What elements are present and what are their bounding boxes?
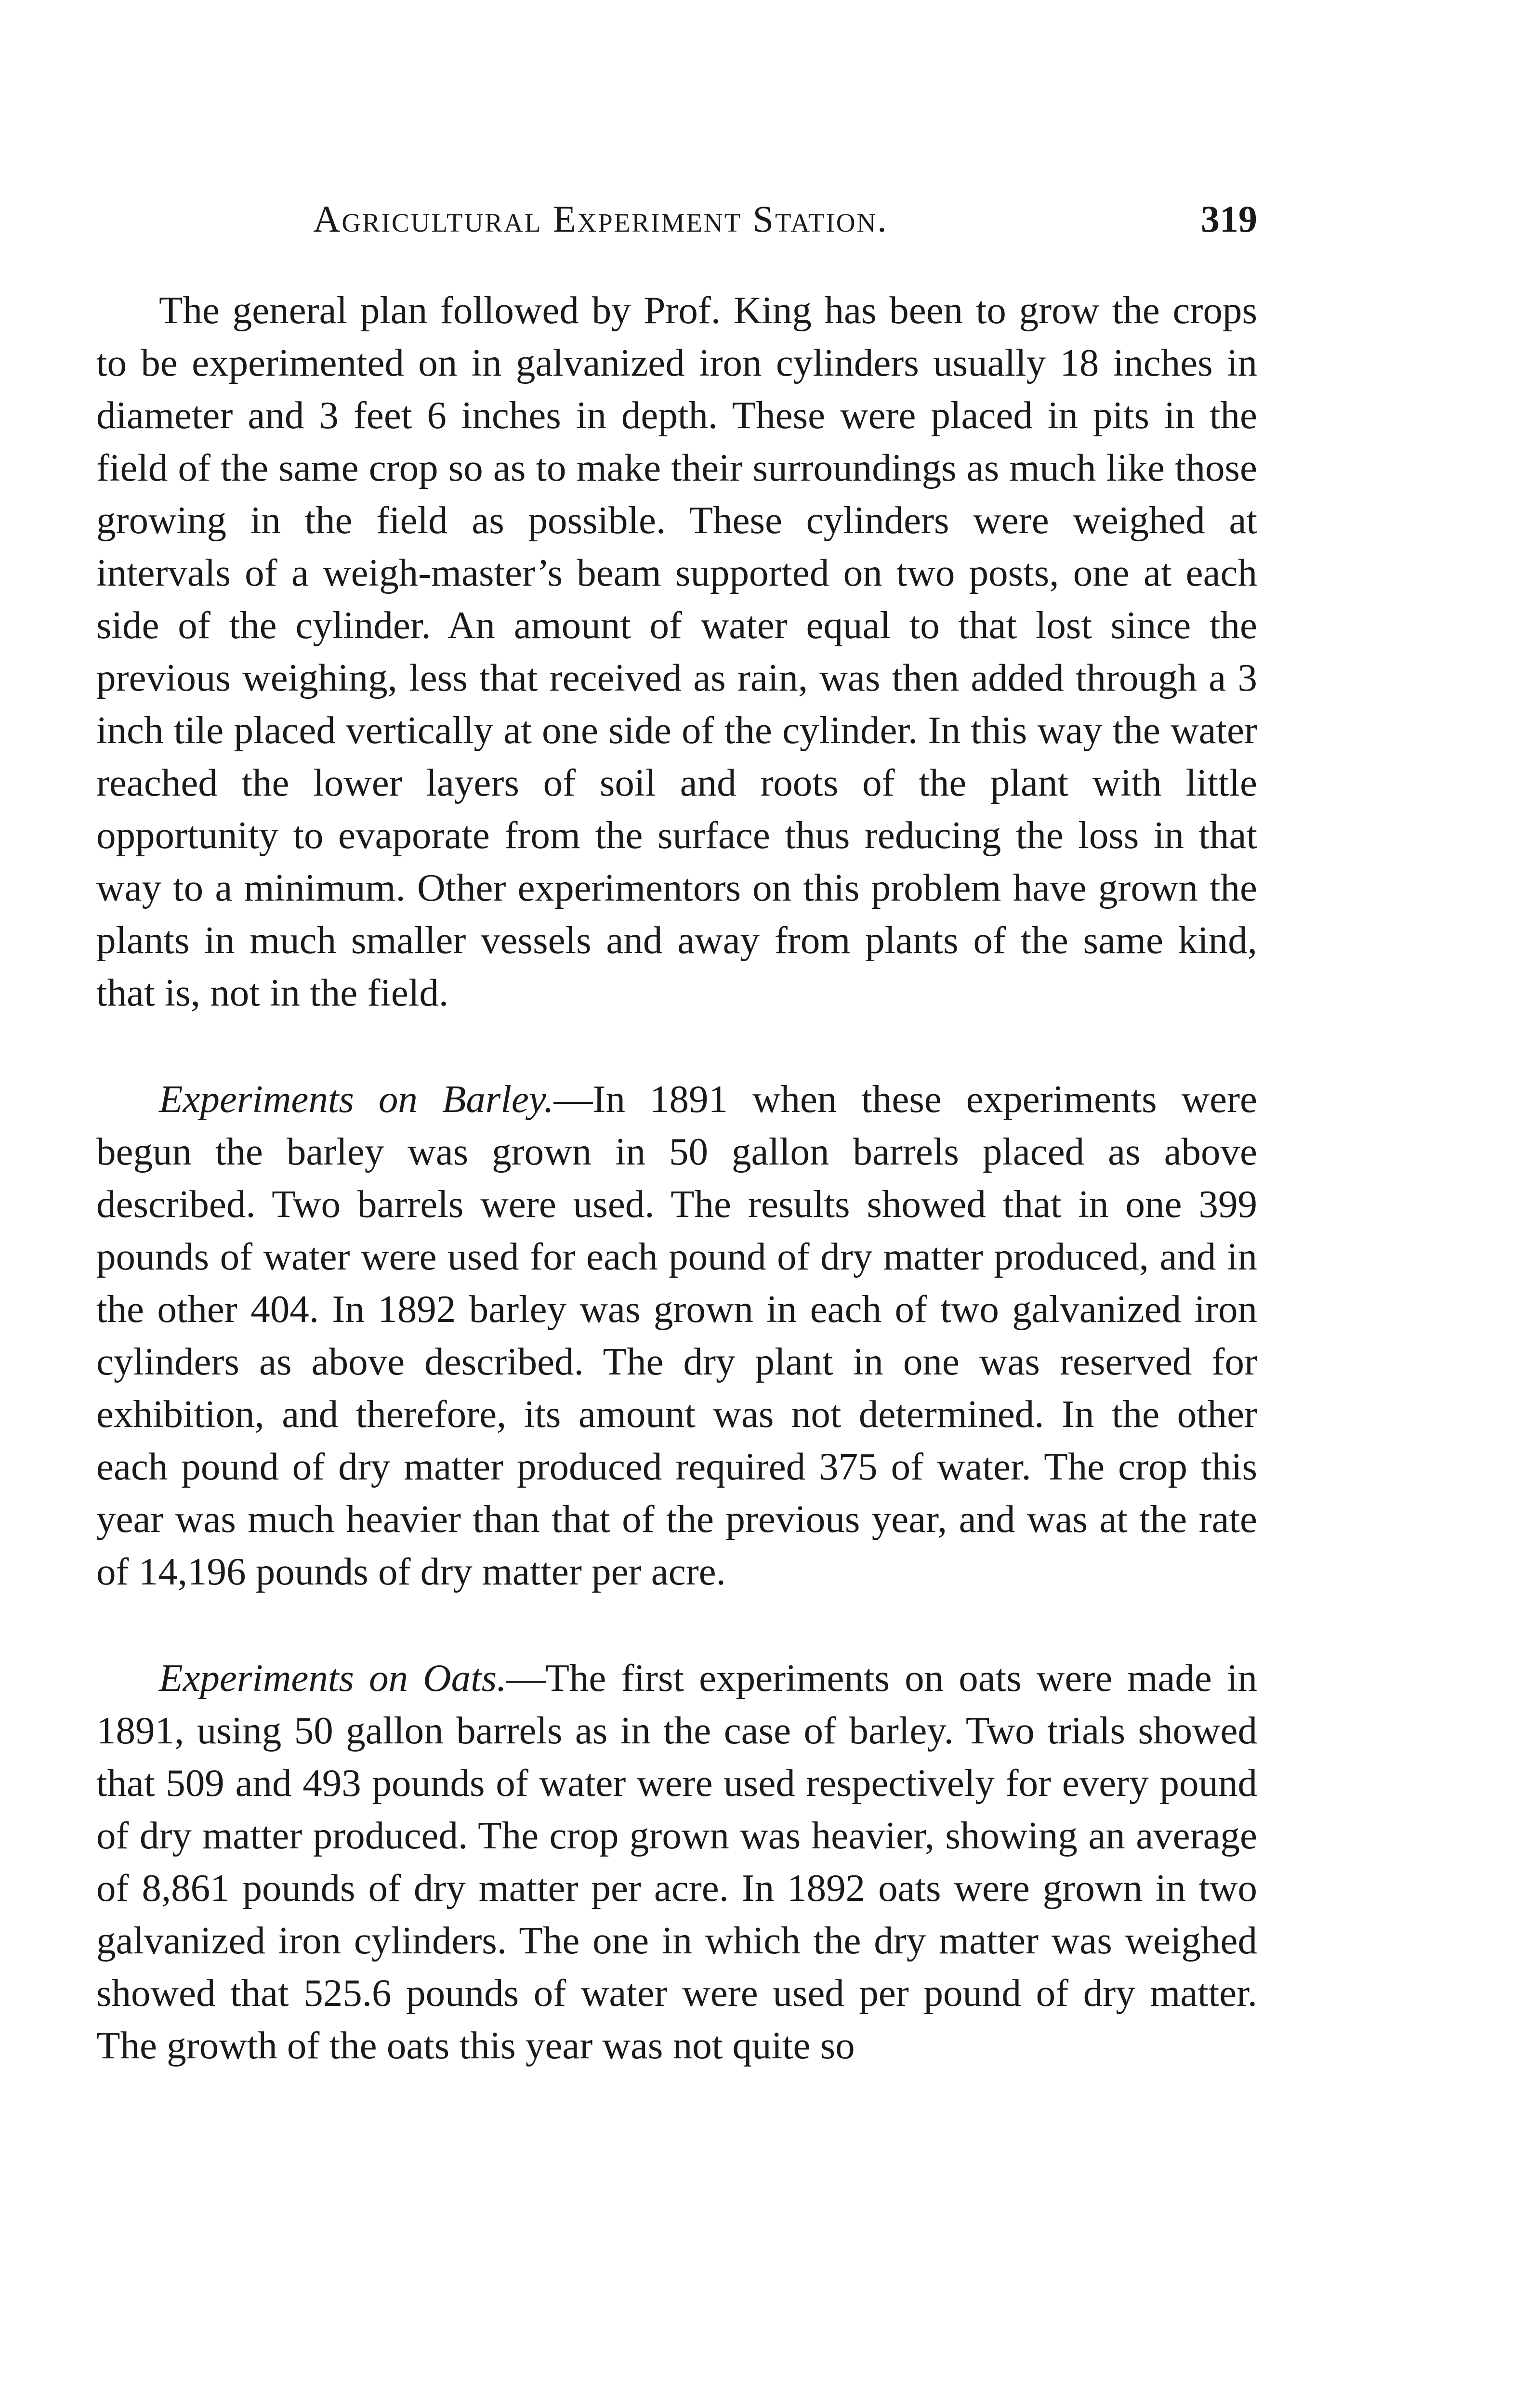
running-head [313, 197, 1257, 246]
paragraph-general-plan [96, 284, 1257, 1019]
paragraph-oats [96, 1652, 1257, 2072]
paragraph-barley [96, 1073, 1257, 1598]
paragraph-text: —In 1891 when these experiments were begun the barley was grown in 50 gallon barrels placed as above described. Two barrels were used. The results showed that in one 399 pounds of water were used for each pound of dry matter produced, and in the other 404. In 1892 barley was grown in each of two galvanized iron cylinders as above described. The dry plant in one was reserved for exhibition, and therefore, its amount was not determined. In the other each pound of dry matter produced required 375 of water. The crop this year was much heavier than that of the previous year, and was at the rate of 14,196 pounds of dry matter per acre. [96, 1077, 1257, 1593]
paragraph-text: The general plan followed by Prof. King has been to grow the crops to be experimented on in galvanized iron cylinders usually 18 inches in diameter and 3 feet 6 inches in depth. These were placed in pits in the field of the same crop so as to make their surroundings as much like those growing in the field as possible. These cylinders were weighed at intervals of a weigh-master’s beam supported on two posts, one at each side of the cylinder. An amount of water equal to that lost since the previous weighing, less that received as rain, was then added through a 3 inch tile placed vertically at one side of the cylinder. In this way the water reached the lower layers of soil and roots of the plant with little opportunity to evaporate from the surface thus reducing the loss in that way to a minimum. Other experimentors on this problem have grown the plants in much smaller vessels and away from plants of the same kind, that is, not in the field. [96, 288, 1257, 1014]
page-number: 319 [1201, 198, 1257, 240]
section-heading-barley: Experiments on Barley. [159, 1077, 554, 1121]
paragraph-text: —The first experiments on oats were made in 1891, using 50 gallon barrels as in the case of barley. Two trials showed that 509 and 493 pounds of water were used respectively for every pound of dry matter produced. The crop grown was heavier, showing an average of 8,861 pounds of dry matter per acre. In 1892 oats were grown in two galvanized iron cylinders. The one in which the dry matter was weighed showed that 525.6 pounds of water were used per pound of dry matter. The growth of the oats this year was not quite so [96, 1656, 1257, 2067]
section-heading-oats: Experiments on Oats. [159, 1656, 507, 1700]
page-body [96, 284, 1257, 2072]
running-title: Agricultural Experiment Station. [313, 198, 888, 240]
